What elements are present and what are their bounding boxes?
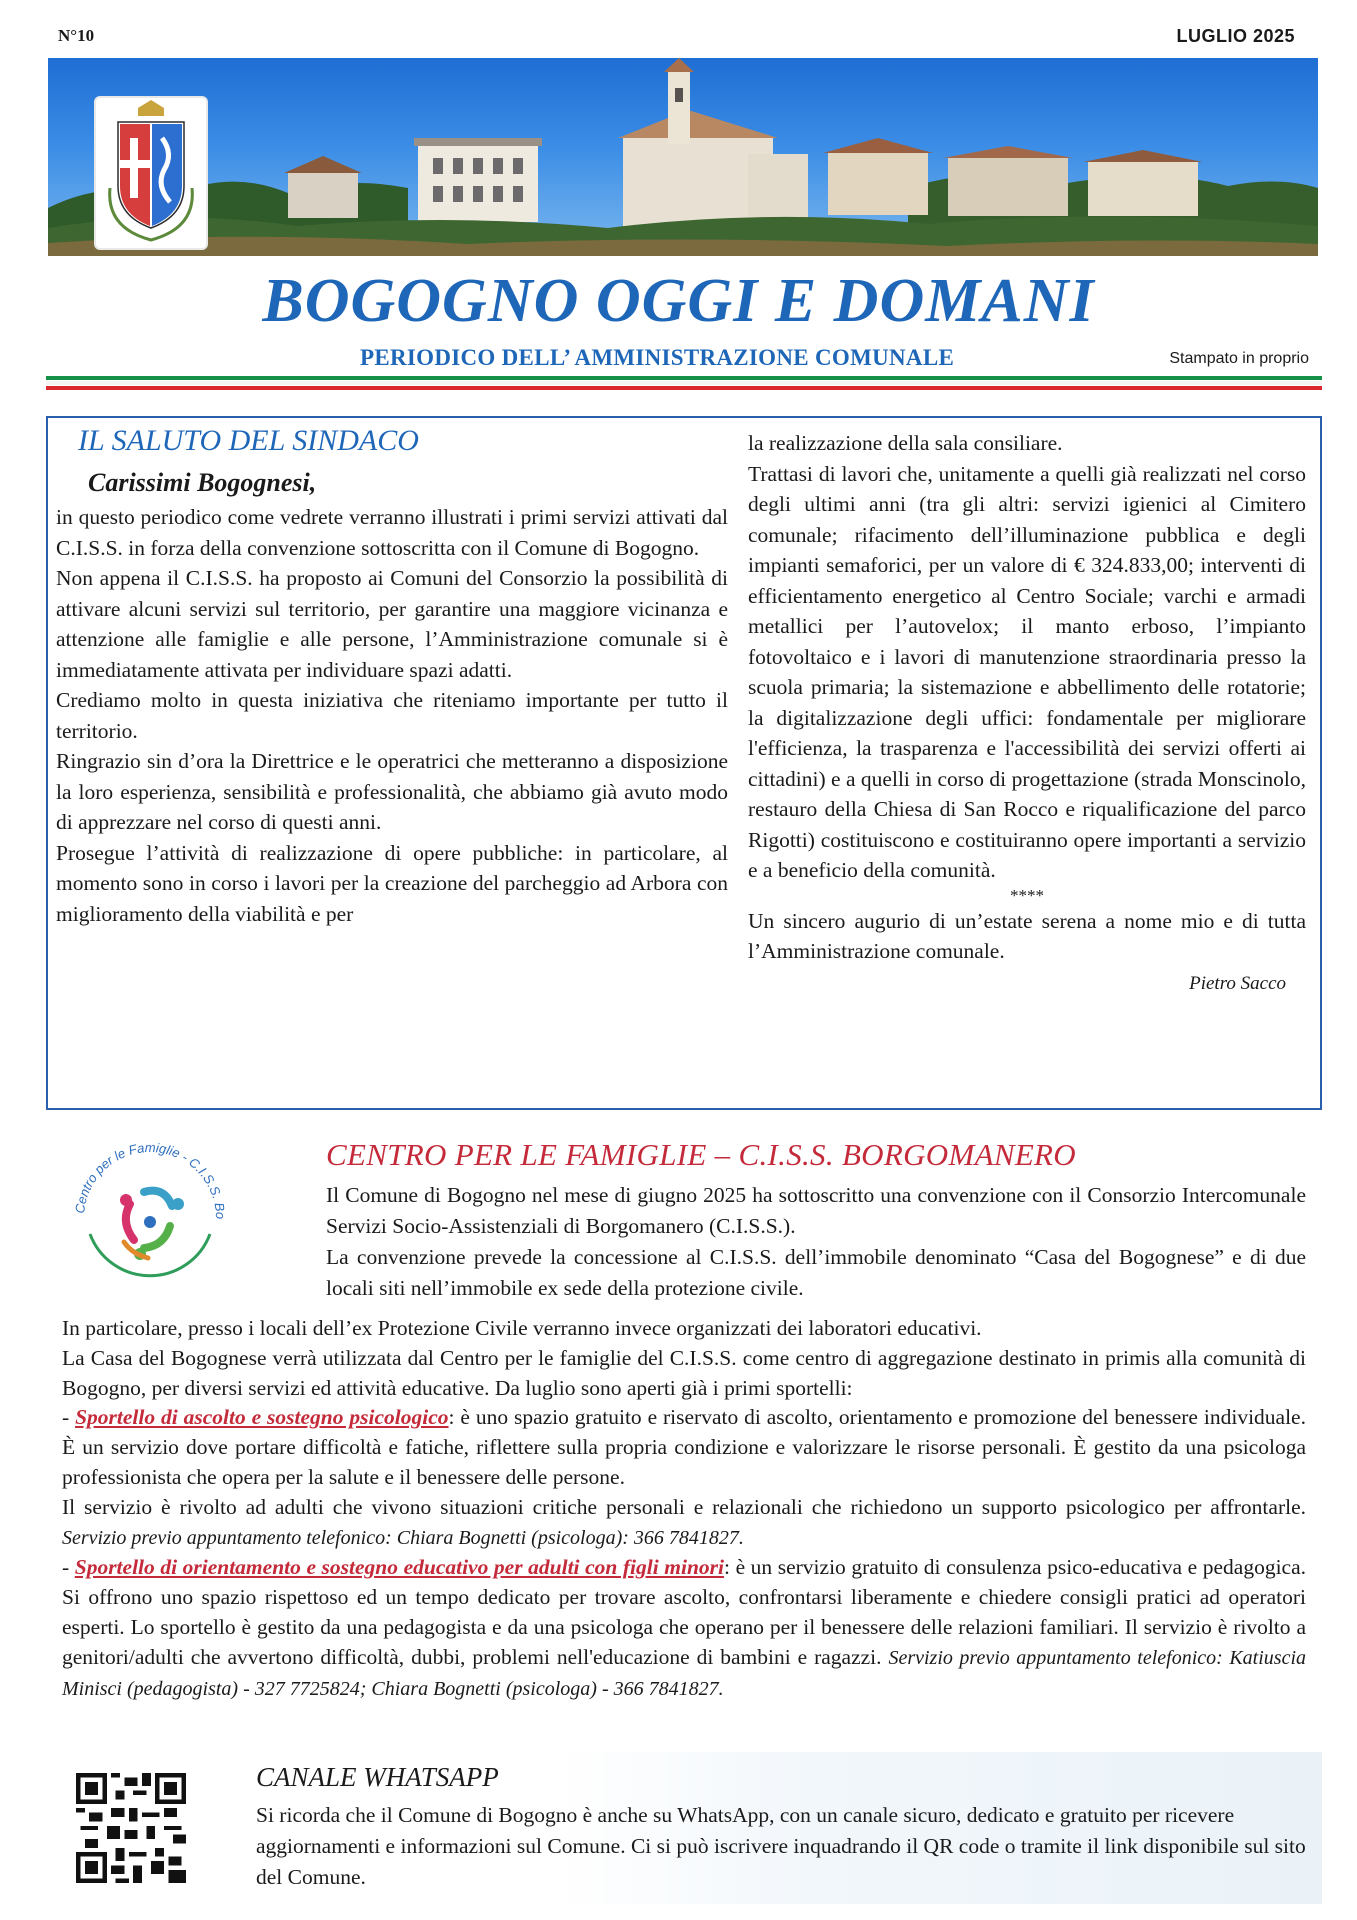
mayor-paragraph: Crediamo molto in questa iniziativa che riteniamo importante per tutto il territorio. xyxy=(56,688,728,743)
service-target-text: Il servizio è rivolto ad adulti che vivono situazioni critiche personali e relazionali che richiedono un supporto psicologico per affrontarle. xyxy=(62,1494,1306,1519)
issue-number: N°10 xyxy=(58,26,95,45)
mayor-paragraph: in questo periodico come vedrete verranno illustrati i primi servizi attivati dal C.I.S.S. in forza della convenzione sottoscritta con il Comune di Bogogno. xyxy=(56,505,728,560)
ciss-logo xyxy=(60,1122,240,1302)
service-appointment: Servizio previo appuntamento telefonico: Katiuscia Minisci (pedagogista) - 327 7725824; Chiara Bognetti (psicologa) - 366 7841827. xyxy=(62,1646,1307,1700)
mayor-paragraph: Ringrazio sin d’ora la Direttrice e le operatrici che metteranno a disposizione la loro esperienza, sensibilità e professionalità, che abbiamo già avuto modo di apprezzare nel corso di questi anni. xyxy=(56,749,728,834)
ciss-intro-paragraph: Il Comune di Bogogno nel mese di giugno 2025 ha sottoscritto una convenzione con il Consorzio Intercomunale Servizi Socio-Assistenziali di Borgomanero (C.I.S.S.). xyxy=(326,1183,1306,1238)
mayor-paragraph: Prosegue l’attività di realizzazione di opere pubbliche: in particolare, al momento sono in corso i lavori per la creazione del parcheggio ad Arbora con miglioramento della viabilità e per xyxy=(56,840,728,926)
mayor-paragraph: Trattasi di lavori che, unitamente a quelli già realizzati nel corso degli ultimi anni (tra gli altri: servizi igienici al Cimitero comunale; rifacimento dell’illuminazione pubblica e degli impianti semaforici, per un valore di € 324.833,00; interventi di efficientamento energetico al Centro Sociale; varchi e armadi metallici per l’autovelox; il manto erboso, l’impianto fotovoltaico e i lavori di manutenzione straordinaria presso la scuola primaria; la sistemazione e abbellimento delle rotatorie; la digitalizzazione degli uffici: fondamentale per migliorare l'efficienza, la trasparenza e l'accessibilità dei servizi offerti ai cittadini) e a quelli in corso di progettazione (strada Monscinolo, restauro della Chiesa di San Rocco e riqualificazione del parco Rigotti) costituiscono e costituiranno opere importanti a servizio e a beneficio della comunità. xyxy=(748,461,1306,882)
service-psychological-text: : è uno spazio gratuito e riservato di ascolto, orientamento e promozione del benessere individuale. È un servizio dove portare difficoltà e fatiche, riflettere sulla propria condizione e valorizzare le risorse personali. È gestito da una psicologa professionista che opera per la salute e il benessere delle persone. xyxy=(62,1405,1306,1489)
service-psychological-target xyxy=(62,1493,1306,1554)
masthead-subtitle: PERIODICO DELL’ AMMINISTRAZIONE COMUNALE xyxy=(360,345,955,370)
qr-code-icon xyxy=(76,1766,186,1890)
ciss-logo-text: Centro per le Famiglie - C.I.S.S. Bo xyxy=(72,1139,229,1220)
village-photo xyxy=(48,58,1318,256)
mayor-greeting-section xyxy=(46,416,1322,1110)
whatsapp-text: Si ricorda che il Comune di Bogogno è anche su WhatsApp, con un canale sicuro, dedicato e gratuito per ricevere aggiornamenti e informazioni sul Comune. Ci si può iscrivere inquadrando il QR code o tramite il link disponibile sul sito del Comune. xyxy=(256,1803,1306,1889)
mayor-right-column xyxy=(748,428,1306,995)
service-appointment: Servizio previo appuntamento telefonico: Chiara Bognetti (psicologa): 366 7841827. xyxy=(62,1526,744,1549)
ciss-section-title: CENTRO PER LE FAMIGLIE – C.I.S.S. BORGOMANERO xyxy=(326,1137,1076,1172)
whatsapp-section xyxy=(46,1752,1322,1904)
masthead-title: BOGOGNO OGGI E DOMANI xyxy=(262,267,1095,335)
service-psychological: - Sportello di ascolto e sostegno psicologico: è uno spazio gratuito e riservato di ascolto, orientamento e promozione del benessere individuale. È un servizio dove portare difficoltà e fatiche, riflettere sulla propria condizione e valorizzare le risorse personali. È gestito da una psicologa professionista che opera per la salute e il benessere delle persone. xyxy=(62,1405,1306,1489)
mayor-greeting: Carissimi Bogognesi, xyxy=(88,468,317,497)
whatsapp-title: CANALE WHATSAPP xyxy=(256,1762,499,1792)
village-skyline-illustration xyxy=(48,58,1318,256)
ciss-intro xyxy=(326,1180,1306,1304)
ciss-intro-paragraph: La convenzione prevede la concessione al C.I.S.S. dell’immobile denominato “Casa del Bogognese” e di due locali siti nell’immobile ex sede della protezione civile. xyxy=(326,1245,1306,1300)
mayor-closing: Un sincero augurio di un’estate serena a nome mio e di tutta l’Amministrazione comunale. xyxy=(748,908,1306,963)
mayor-left-column xyxy=(56,424,728,929)
mayor-paragraph: Non appena il C.I.S.S. ha proposto ai Comuni del Consorzio la possibilità di attivare alcuni servizi sul territorio, per garantire una maggiore vicinanza e attenzione alle famiglie e alle persone, l’Amministrazione comunale si è immediatamente attivata per individuare spazi adatti. xyxy=(56,566,728,682)
ciss-body xyxy=(62,1314,1306,1704)
issue-date: LUGLIO 2025 xyxy=(1176,26,1295,46)
mayor-paragraph: la realizzazione della sala consiliare. xyxy=(748,431,1063,455)
printed-note: Stampato in proprio xyxy=(1169,350,1309,367)
separator-stars: **** xyxy=(1010,885,1044,905)
service-educational-text: : è un servizio gratuito di consulenza psico-educativa e pedagogica. Si offrono uno spazio rispettoso ed un tempo dedicato per trovare ascolto, confrontarsi liberamente e chiedere consigli pratici ad operatori esperti. Lo sportello è gestito da una pedagogista e da una psicologa che operano per il benessere delle relazioni familiari. Il servizio è rivolto a genitori/adulti che avvertono difficoltà, dubbi, problemi nell'educazione di bambini e ragazzi. xyxy=(62,1555,1306,1669)
service-psychological-name: Sportello di ascolto e sostegno psicologico xyxy=(75,1405,449,1430)
municipal-crest xyxy=(96,98,206,248)
service-educational-name: Sportello di orientamento e sostegno educativo per adulti con figli minori xyxy=(74,1555,725,1580)
mayor-section-title: IL SALUTO DEL SINDACO xyxy=(78,424,419,457)
ciss-paragraph: La Casa del Bogognese verrà utilizzata dal Centro per le famiglie del C.I.S.S. come centro di aggregazione destinato in primis alla comunità di Bogogno, per diversi servizi ed attività educative. Da luglio sono aperti già i primi sportelli: xyxy=(62,1345,1306,1400)
tricolor-divider xyxy=(46,376,1322,390)
crest-icon xyxy=(96,98,206,248)
mayor-signature: Pietro Sacco xyxy=(1189,972,1286,994)
ciss-paragraph: In particolare, presso i locali dell’ex Protezione Civile verranno invece organizzati dei laboratori educativi. xyxy=(62,1316,982,1340)
family-center-logo-icon xyxy=(60,1122,240,1302)
service-educational: - Sportello di orientamento e sostegno educativo per adulti con figli minori: è un servizio gratuito di consulenza psico-educativa e pedagogica. Si offrono uno spazio rispettoso ed un tempo dedicato per trovare ascolto, confrontarsi liberamente e chiedere consigli pratici ad operatori esperti. Lo sportello è gestito da una pedagogista e da una psicologa che operano per il benessere delle relazioni familiari. Il servizio è rivolto a genitori/adulti che avvertono difficoltà, dubbi, problemi nell'educazione di bambini e ragazzi. Servizio previo appuntamento telefonico: Katiuscia Minisci (pedagogista) - 327 7725824; Chiara Bognetti (psicologa) - 366 7841827. xyxy=(62,1555,1307,1700)
